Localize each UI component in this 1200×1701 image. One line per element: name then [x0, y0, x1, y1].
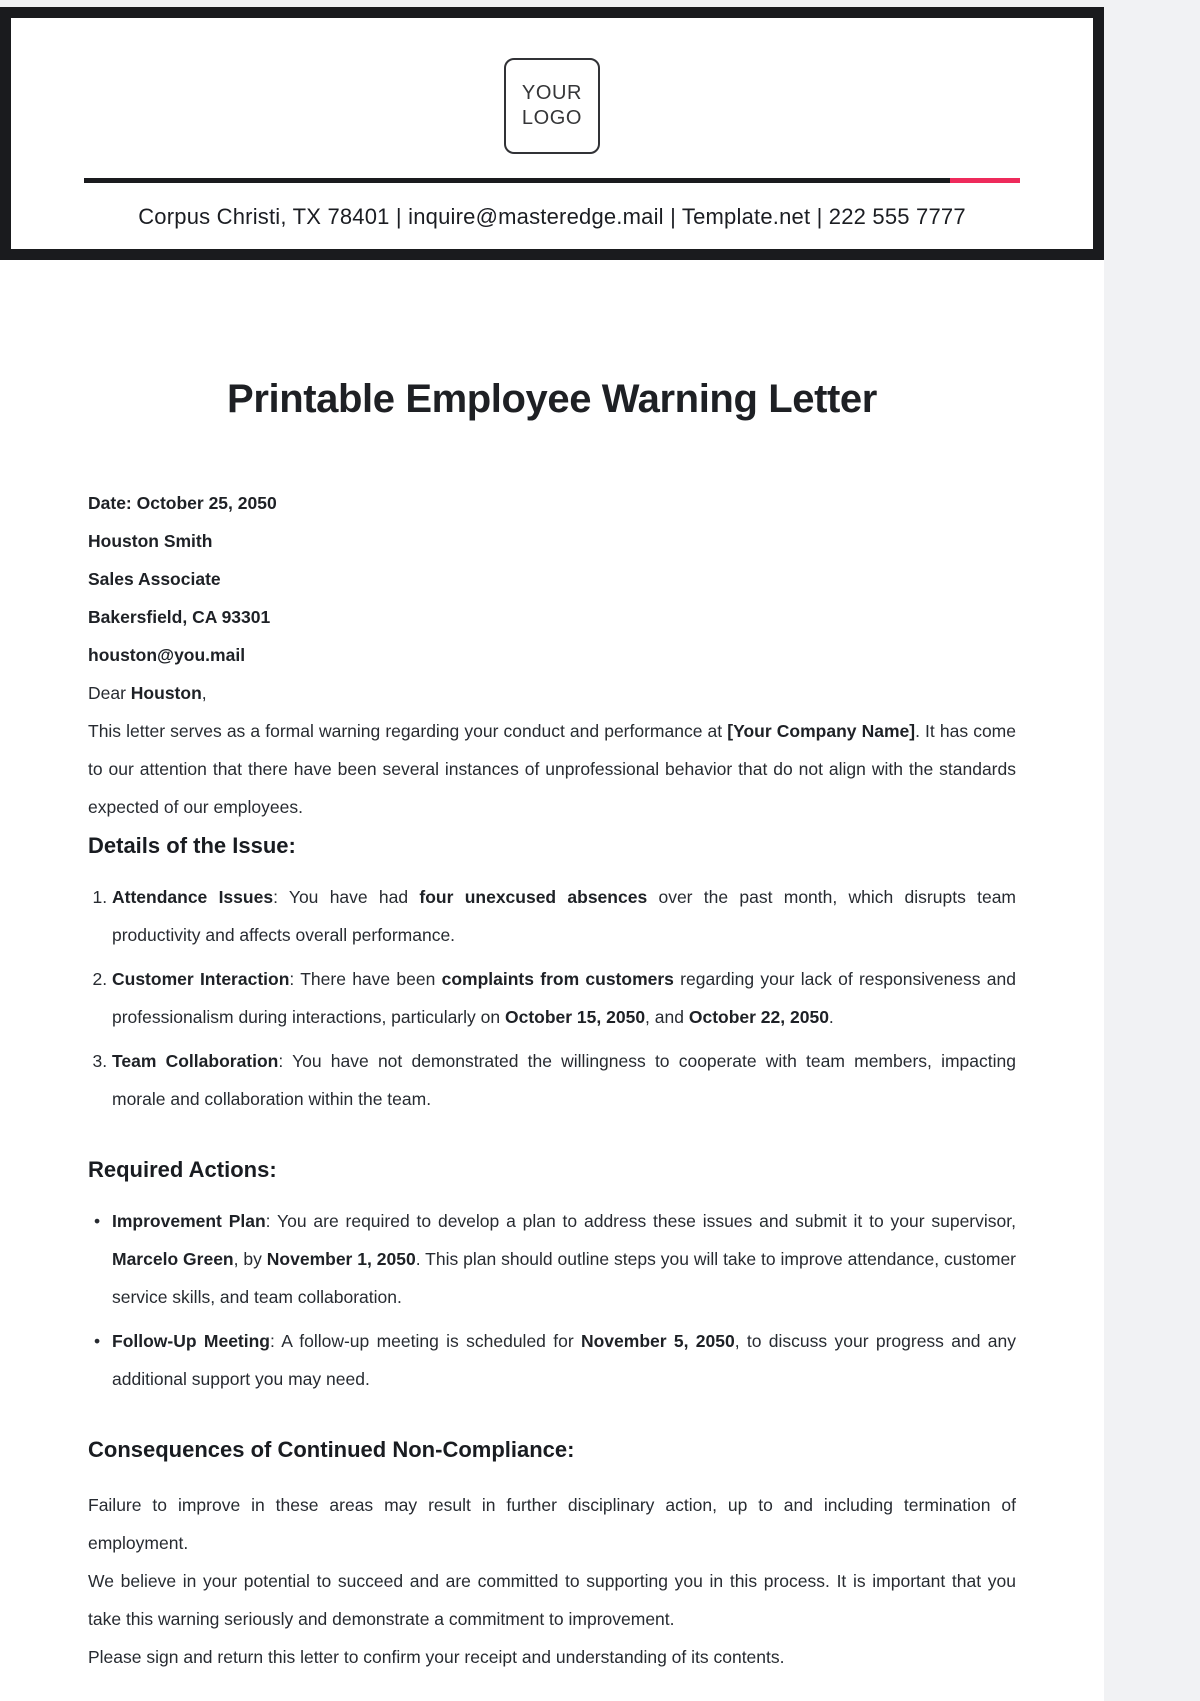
letter-meta — [88, 484, 1016, 674]
issue-item-team-collaboration: 3. Team Collaboration: You have not demonstrated the willingness to cooperate with team members, impacting morale and collaboration within the team. — [112, 1042, 1016, 1118]
salutation: Dear Houston, — [88, 683, 207, 703]
sign-return-paragraph: Please sign and return this letter to confirm your receipt and understanding of its contents. — [88, 1647, 785, 1667]
section-heading-consequences: Consequences of Continued Non-Compliance: — [88, 1437, 575, 1462]
date-line: Date: October 25, 2050 — [88, 493, 277, 513]
recipient-name: Houston Smith — [88, 531, 213, 551]
divider-pink-accent — [950, 178, 1020, 183]
recipient-location: Bakersfield, CA 93301 — [88, 607, 271, 627]
action-item-follow-up-meeting: • Follow-Up Meeting: A follow-up meeting is scheduled for November 5, 2050, to discuss your progress and any additional support you may need. — [112, 1322, 1016, 1398]
letter-page — [0, 7, 1104, 1701]
logo-text-line2: LOGO — [521, 107, 583, 129]
consequences-paragraph: Failure to improve in these areas may result in further disciplinary action, up to and including termination of employment. — [88, 1495, 1016, 1553]
issue-item-customer-interaction: 2. Customer Interaction: There have been complaints from customers regarding your lack of responsiveness and professionalism during interactions, particularly on October 15, 2050, and October 22, 2050. — [112, 960, 1016, 1036]
letterhead — [0, 7, 1104, 260]
page-title: Printable Employee Warning Letter — [227, 377, 877, 421]
company-logo — [504, 58, 600, 154]
section-heading-issues: Details of the Issue: — [88, 833, 296, 858]
action-item-improvement-plan: • Improvement Plan: You are required to develop a plan to address these issues and submit it to your supervisor, Marcelo Green, by November 1, 2050. This plan should outline steps you will take to improve attendance, customer service skills, and team collaboration. — [112, 1202, 1016, 1316]
closing-paragraph: We believe in your potential to succeed and are committed to supporting you in this process. It is important that you take this warning seriously and demonstrate a commitment to improvement. — [88, 1571, 1016, 1629]
letter-body — [0, 260, 1104, 1676]
recipient-role: Sales Associate — [88, 569, 221, 589]
issues-list — [88, 878, 1016, 1118]
recipient-email: houston@you.mail — [88, 645, 246, 665]
header-divider — [84, 178, 1020, 183]
issue-item-attendance: 1. Attendance Issues: You have had four unexcused absences over the past month, which disrupts team productivity and affects overall performance. — [112, 878, 1016, 954]
logo-text-line1: YOUR — [521, 82, 583, 104]
actions-list — [88, 1202, 1016, 1398]
section-heading-actions: Required Actions: — [88, 1157, 277, 1182]
intro-paragraph: This letter serves as a formal warning regarding your conduct and performance at [Your Company Name]. It has come to our attention that there have been several instances of unprofessional behavior that do not align with the standards expected of our employees. — [88, 721, 1016, 817]
contact-info: Corpus Christi, TX 78401 | inquire@masteredge.mail | Template.net | 222 555 7777 — [138, 204, 966, 229]
